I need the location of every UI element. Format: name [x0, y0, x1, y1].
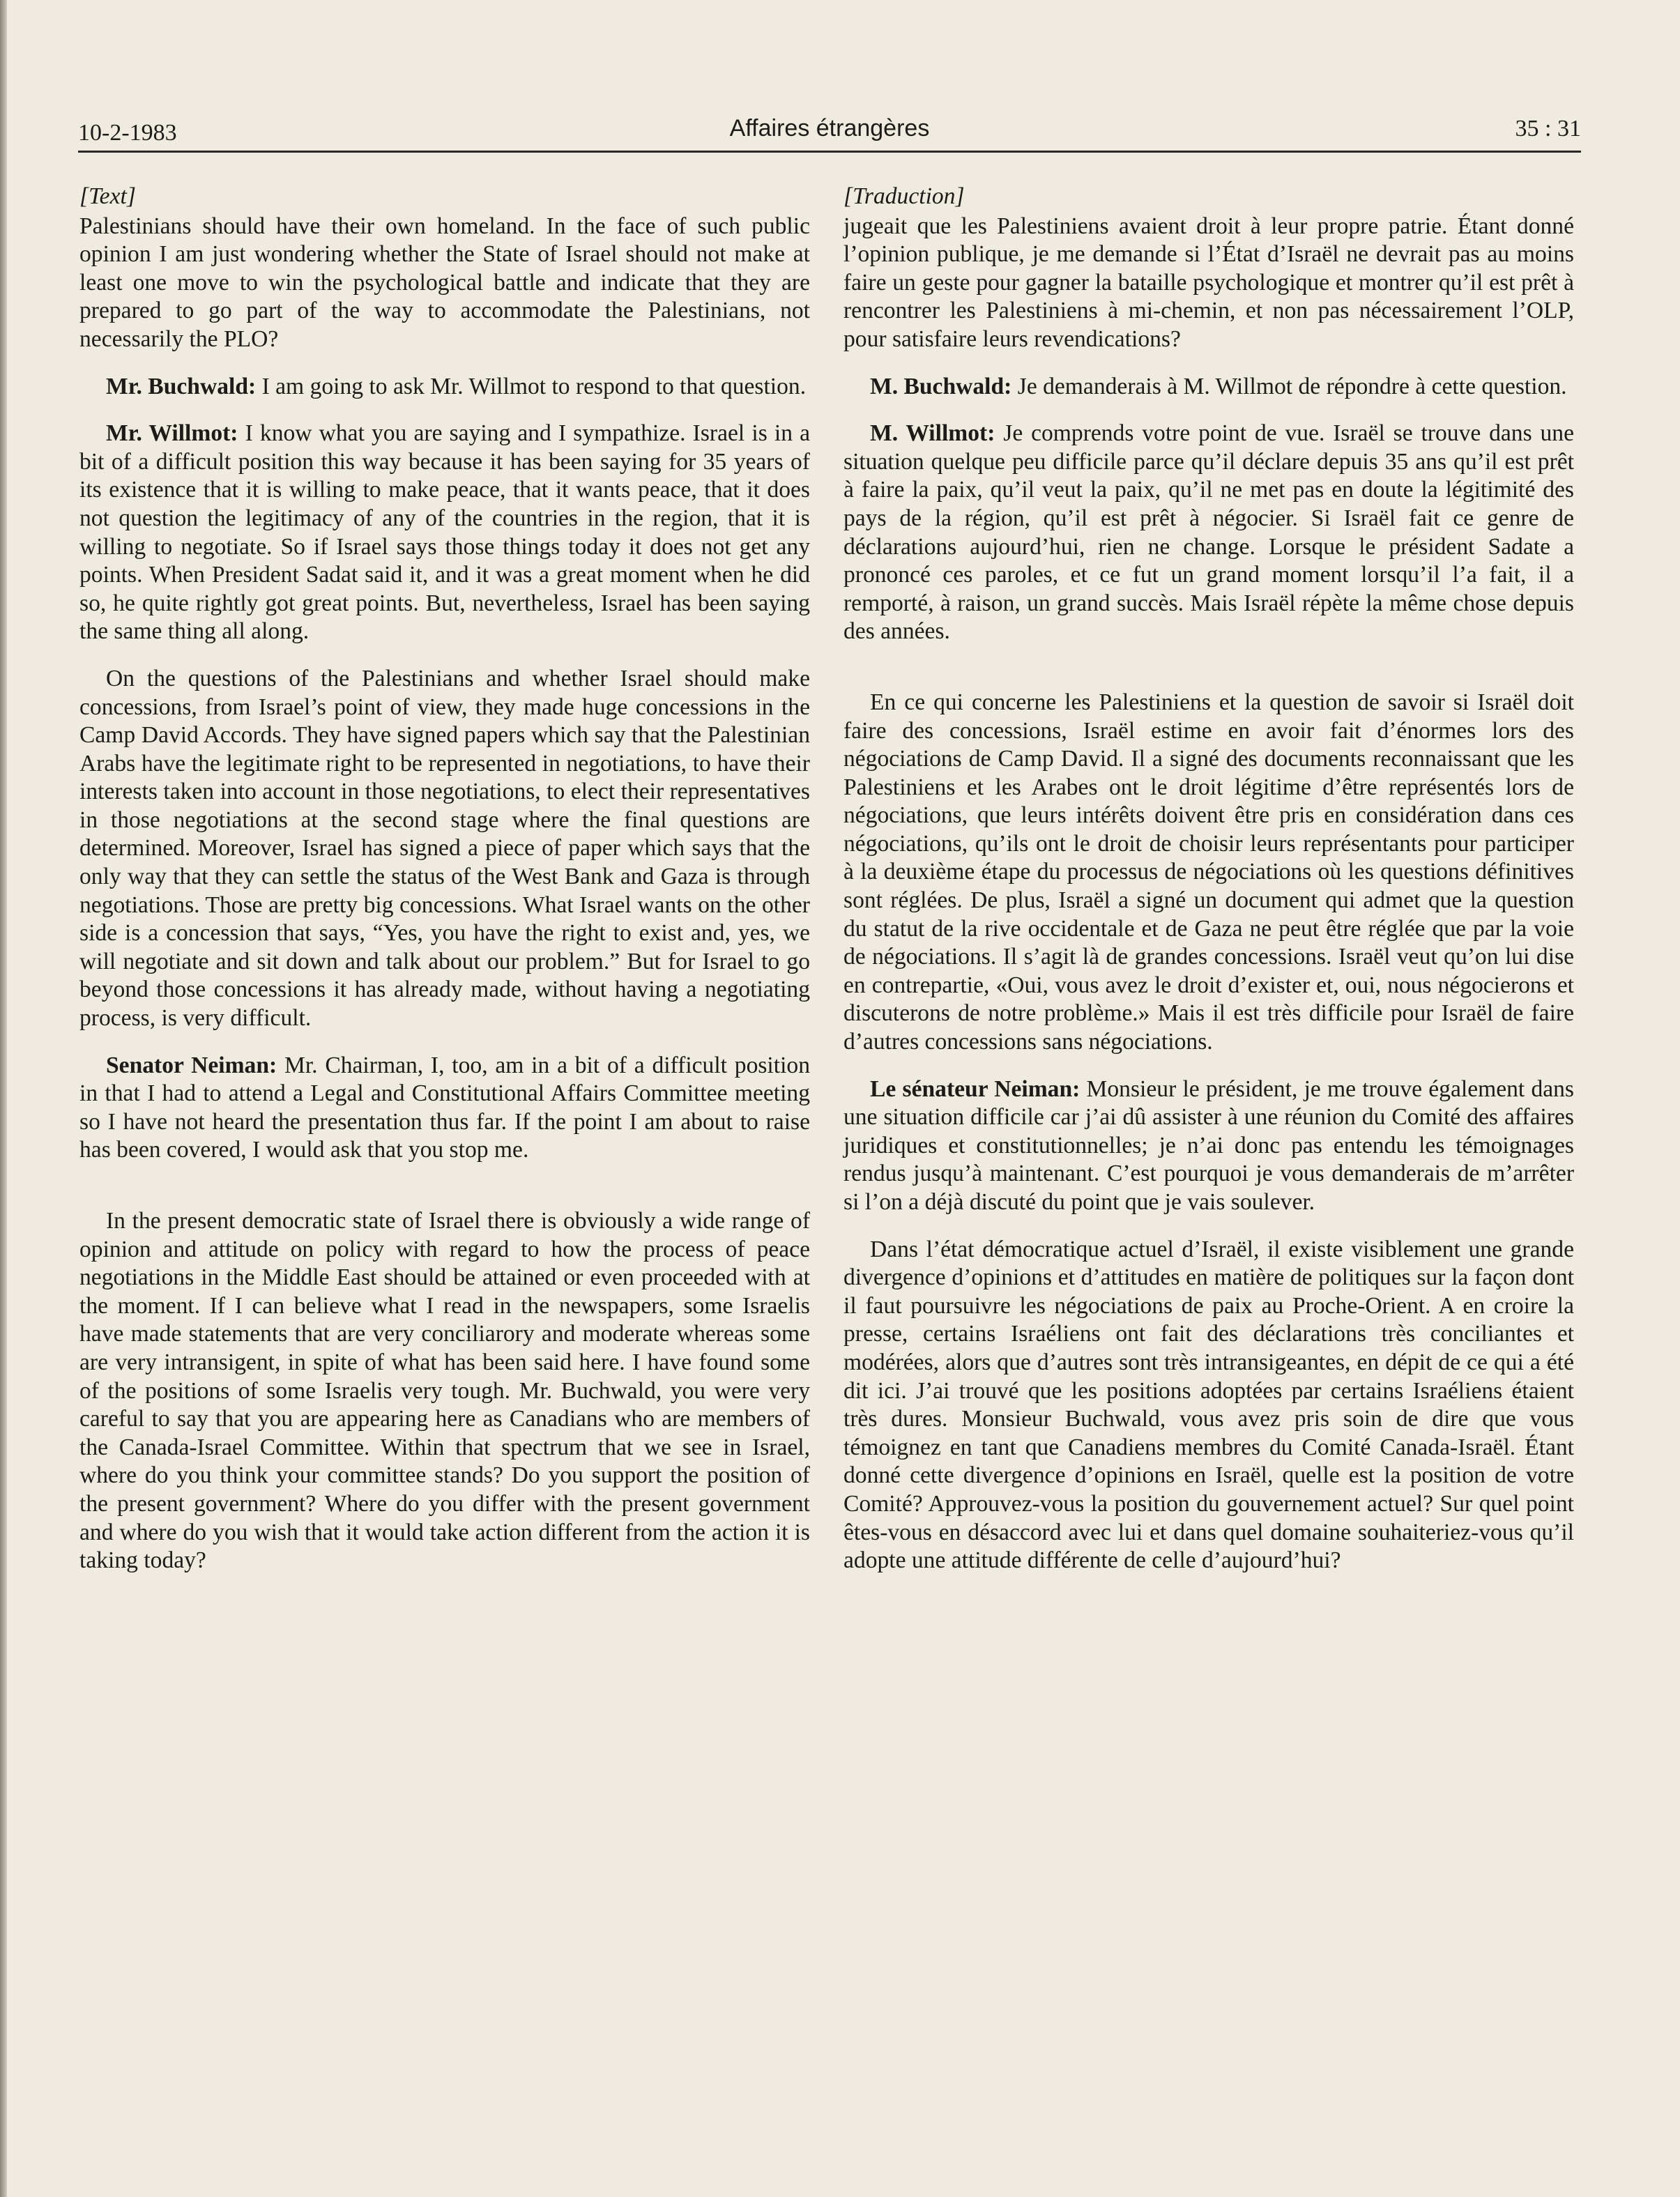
- paragraph-neiman: Senator Neiman: Mr. Chairman, I, too, am in a bit of a difficult position in that I had to attend a Legal and Constitutional Affairs Committee meeting so I have not heard the presentation thus far. If the point I am about to raise has been covered, I would ask that you stop me.: [79, 1052, 810, 1163]
- paragraph-buchwald: Mr. Buchwald: I am going to ask Mr. Willmot to respond to that question.: [106, 373, 807, 399]
- page-binding-edge: [0, 0, 7, 2197]
- speaker-name: Senator Neiman:: [106, 1052, 277, 1078]
- section-label-traduction: [Traduction]: [843, 183, 965, 209]
- header-date: 10-2-1983: [78, 120, 177, 146]
- speaker-name: Mr. Willmot:: [106, 420, 238, 447]
- paragraph: On the questions of the Palestinians and whether Israel should make concessions, from Israel’s point of view, they made huge concessions in the Camp David Accords. They have signed papers which say that the Palestinian Arabs have the legitimate right to be represented in negotiations, to have their interests taken into account in those negotiations, to elect their representatives in those negotiations at the second stage where the final questions are determined. Moreover, Israel has signed a piece of paper which says that the only way that they can settle the status of the West Bank and Gaza is through negotiations. Those are pretty big concessions. What Israel wants on the other side is a concession that says, “Yes, you have the right to exist and, yes, we will negotiate and sit down and talk about our problem.” But for Israel to go beyond those concessions it has already made, without having a negotiating process, is very difficult.: [79, 665, 810, 1032]
- paragraph: jugeait que les Palestiniens avaient droit à leur propre patrie. Étant donné l’opinion publique, je me demande si l’État d’Israël ne devrait pas au moins faire un geste pour gagner la bataille psychologique et montrer qu’il est prêt à rencontrer les Palestiniens à mi-chemin, et non pas nécessairement l’OLP, pour satisfaire leurs revendications?: [843, 213, 1574, 352]
- speaker-name: Le sénateur Neiman:: [870, 1075, 1080, 1102]
- paragraph-willmot: M. Willmot: Je comprends votre point de vue. Israël se trouve dans une situation quelque peu difficile parce qu’il déclare depuis 35 ans qu’il est prêt à faire la paix, qu’il veut la paix, qu’il ne met pas en doute la légitimité des pays de la région, qu’il est prêt à négocier. Si Israël fait ce genre de déclarations aujourd’hui, rien ne change. Lorsque le président Sadate a prononcé ces paroles, et ce fut un grand moment lorsqu’il l’a fait, il a remporté, à raison, un grand succès. Mais Israël répète la même chose depuis des années.: [843, 420, 1574, 645]
- french-column: [843, 183, 1574, 1594]
- paragraph: Palestinians should have their own homeland. In the face of such public opinion I am just wondering whether the State of Israel should not make at least one move to win the psychological battle and indicate that they are prepared to go part of the way to accommodate the Palestinians, not necessarily the PLO?: [79, 213, 810, 352]
- header-title: Affaires étrangères: [729, 115, 930, 141]
- header-page-number: 35 : 31: [1515, 116, 1581, 141]
- english-column: [79, 183, 810, 1594]
- section-label-text: [Text]: [79, 183, 136, 209]
- paragraph: Dans l’état démocratique actuel d’Israël, il existe visiblement une grande divergence d’opinions et d’attitudes en matière de politiques sur la façon dont il faut poursuivre les négociations de paix au Proche-Orient. A en croire la presse, certains Israéliens ont fait des déclarations très conciliantes et modérées, alors que d’autres sont très intransigeantes, en dépit de ce qui a été dit ici. J’ai trouvé que les positions adoptées par certains Israéliens étaient très dures. Monsieur Buchwald, vous avez pris soin de dire que vous témoignez en tant que Canadiens membres du Comité Canada-Israël. Étant donné cette divergence d’opinions en Israël, quelle est la position de votre Comité? Approuvez-vous la position du gouvernement actuel? Sur quel point êtes-vous en désaccord avec lui et dans quel domaine souhaiteriez-vous qu’il adopte une attitude différente de celle d’aujourd’hui?: [843, 1236, 1574, 1574]
- paragraph-buchwald: M. Buchwald: Je demanderais à M. Willmot de répondre à cette question.: [870, 373, 1567, 399]
- paragraph: In the present democratic state of Israel there is obviously a wide range of opinion and attitude on policy with regard to how the process of peace negotiations in the Middle East should be attained or even proceeded with at the moment. If I can believe what I read in the newspapers, some Israelis have made statements that are very conciliarory and moderate whereas some are very intransigent, in spite of what has been said here. I have found some of the positions of some Israelis very tough. Mr. Buchwald, you were very careful to say that you are appearing here as Canadians who are members of the Canada-Israel Committee. Within that spectrum that we see in Israel, where do you think your committee stands? Do you support the position of the present government? Where do you differ with the present government and where do you wish that it would take action different from the action it is taking today?: [79, 1208, 810, 1574]
- paragraph-willmot: Mr. Willmot: I know what you are saying and I sympathize. Israel is in a bit of a difficult position this way because it has been saying for 35 years of its existence that it is willing to make peace, that it wants peace, that it does not question the legitimacy of any of the countries in the region, that it is willing to negotiate. So if Israel says those things today it does not get any points. When President Sadat said it, and it was a great moment when he did so, he quite rightly got great points. But, nevertheless, Israel has been saying the same thing all along.: [79, 420, 811, 645]
- paragraph: En ce qui concerne les Palestiniens et la question de savoir si Israël doit faire des concessions, Israël estime en avoir fait d’énormes lors des négociations de Camp David. Il a signé des documents reconnaissant que les Palestiniens et les Arabes ont le droit légitime d’être représentés lors de négociations, que leurs intérêts doivent être pris en considération dans ces négociations, qu’ils ont le droit de choisir leurs représentants pour participer à la deuxième étape du processus de négociations où les questions définitives sont réglées. De plus, Israël a signé un document qui admet que la question du statut de la rive occidentale et de Gaza ne peut être réglée que par la voie de négociations. Il s’agit là de grandes concessions. Israël veut qu’on lui dise en contrepartie, «Oui, vous avez le droit d’exister et, oui, nous négocierons et discuterons de notre problème.» Mais il est très difficile pour Israël de faire d’autres concessions sans négociations.: [843, 689, 1574, 1055]
- speaker-name: M. Willmot:: [870, 420, 995, 447]
- speaker-name: Mr. Buchwald:: [106, 373, 257, 399]
- speaker-name: M. Buchwald:: [870, 373, 1012, 399]
- page-header: [78, 105, 1581, 153]
- paragraph-neiman: Le sénateur Neiman: Monsieur le président, je me trouve également dans une situation difficile car j’ai dû assister à une réunion du Comité des affaires juridiques et constitutionnelles; je n’ai donc pas entendu les témoignages rendus jusqu’à maintenant. C’est pourquoi je vous demanderais de m’arrêter si l’on a déjà discuté du point que je vais soulever.: [843, 1075, 1575, 1215]
